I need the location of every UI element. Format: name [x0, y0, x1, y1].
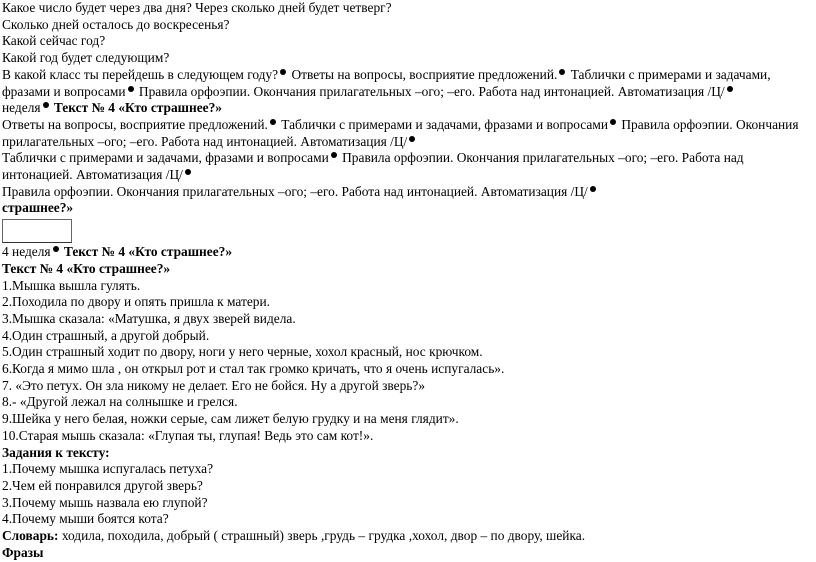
empty-table-cell: [2, 219, 72, 243]
week-line: [2, 244, 810, 261]
story-line: 7. «Это петух. Он зла никому не делает. Его не бойся. Ну а другой зверь?»: [2, 377, 426, 393]
story-title: Текст № 4 «Кто страшнее?»: [2, 260, 171, 276]
vocabulary-label: Словарь:: [2, 528, 59, 544]
story-line: 9.Шейка у него белая, ножки серые, сам лижет белую грудку и на меня глядит».: [2, 411, 459, 427]
text-title: Текст № 4 «Кто страшнее?»: [60, 244, 233, 260]
tasks-heading: Задания к тексту:: [2, 444, 110, 460]
bullet-icon: [280, 69, 286, 75]
lesson-paragraph: [2, 184, 810, 217]
lesson-text: Ответы на вопросы, восприятие предложений.: [288, 66, 558, 82]
bullet-icon: [270, 119, 276, 125]
task-line: 4.Почему мыши боятся кота?: [2, 511, 169, 527]
week-label: неделя: [2, 100, 41, 116]
bullet-icon: [128, 86, 134, 92]
text-title: Текст № 4 «Кто страшнее?»: [50, 100, 222, 116]
lesson-paragraph: [2, 150, 810, 183]
question-line: Сколько дней осталось до воскресенья?: [2, 16, 230, 32]
lesson-text: Правила орфоэпии. Окончания прилагательных –ого; –его. Работа над интонацией. Автоматизация /Ц/: [2, 183, 588, 199]
question-line: Какой сейчас год?: [2, 33, 106, 49]
lesson-text: Правила орфоэпии. Окончания прилагательных –ого; –его. Работа над интонацией. Автоматизация /Ц/: [2, 150, 744, 183]
week-label: 4 неделя: [2, 244, 51, 260]
story-line: 10.Старая мышь сказала: «Глупая ты, глупая! Ведь это сам кот!».: [2, 427, 374, 443]
lesson-text: Правила орфоэпии. Окончания прилагательных –ого; –его. Работа над интонацией. Автоматизация /Ц/: [135, 83, 725, 99]
bullet-icon: [610, 119, 616, 125]
bullet-icon: [43, 102, 49, 108]
text-title-fragment: страшнее?»: [2, 200, 74, 216]
question-line: Какой год будет следующим?: [2, 50, 170, 66]
phrases-heading: Фразы: [2, 544, 44, 560]
story-line: 3.Мышка сказала: «Матушка, я двух зверей видела.: [2, 310, 296, 326]
story-line: 8.- «Другой лежал на солнышке и грелся.: [2, 394, 238, 410]
bullet-icon: [559, 69, 565, 75]
bullet-icon: [727, 86, 733, 92]
story-line: 2.Походила по двору и опять пришла к матери.: [2, 294, 271, 310]
bullet-icon: [53, 246, 59, 252]
bullet-icon: [185, 169, 191, 175]
task-list: [2, 461, 810, 528]
question-text: В какой класс ты перейдешь в следующем году?: [2, 66, 279, 82]
lesson-text: Таблички с примерами и задачами, фразами и вопросами: [277, 116, 608, 132]
bullet-icon: [590, 186, 596, 192]
lesson-text: Ответы на вопросы, восприятие предложений.: [2, 116, 268, 132]
story-line: 6.Когда я мимо шла , он открыл рот и стал так громко кричать, что я очень испугалась».: [2, 361, 505, 377]
story-line: 5.Один страшный ходит по двору, ноги у него черные, хохол красный, нос крючком.: [2, 344, 483, 360]
story-line: 4.Один страшный, а другой добрый.: [2, 327, 210, 343]
question-line: Какое число будет через два дня? Через сколько дней будет четверг?: [2, 0, 392, 15]
story-lines: [2, 278, 810, 445]
lesson-text: Правила орфоэпии. Окончания прилагательных –ого; –его. Работа над интонацией. Автоматизация /Ц/: [2, 116, 799, 149]
task-line: 2.Чем ей понравился другой зверь?: [2, 477, 203, 493]
story-line: 1.Мышка вышла гулять.: [2, 277, 141, 293]
bullet-icon: [409, 136, 415, 142]
task-line: 3.Почему мышь назвала ею глупой?: [2, 494, 208, 510]
lesson-paragraph: [2, 117, 810, 150]
bullet-icon: [331, 152, 337, 158]
lesson-text: Таблички с примерами и задачами, фразами и вопросами: [2, 66, 771, 99]
vocabulary-text: ходила, походила, добрый ( страшный) зверь ,грудь – грудка ,хохол, двор – по двору, шейка.: [58, 528, 586, 544]
vocabulary-line: [2, 528, 810, 545]
lesson-paragraph: [2, 67, 810, 117]
task-line: 1.Почему мышка испугалась петуха?: [2, 461, 214, 477]
lesson-text: Таблички с примерами и задачами, фразами и вопросами: [2, 150, 329, 166]
